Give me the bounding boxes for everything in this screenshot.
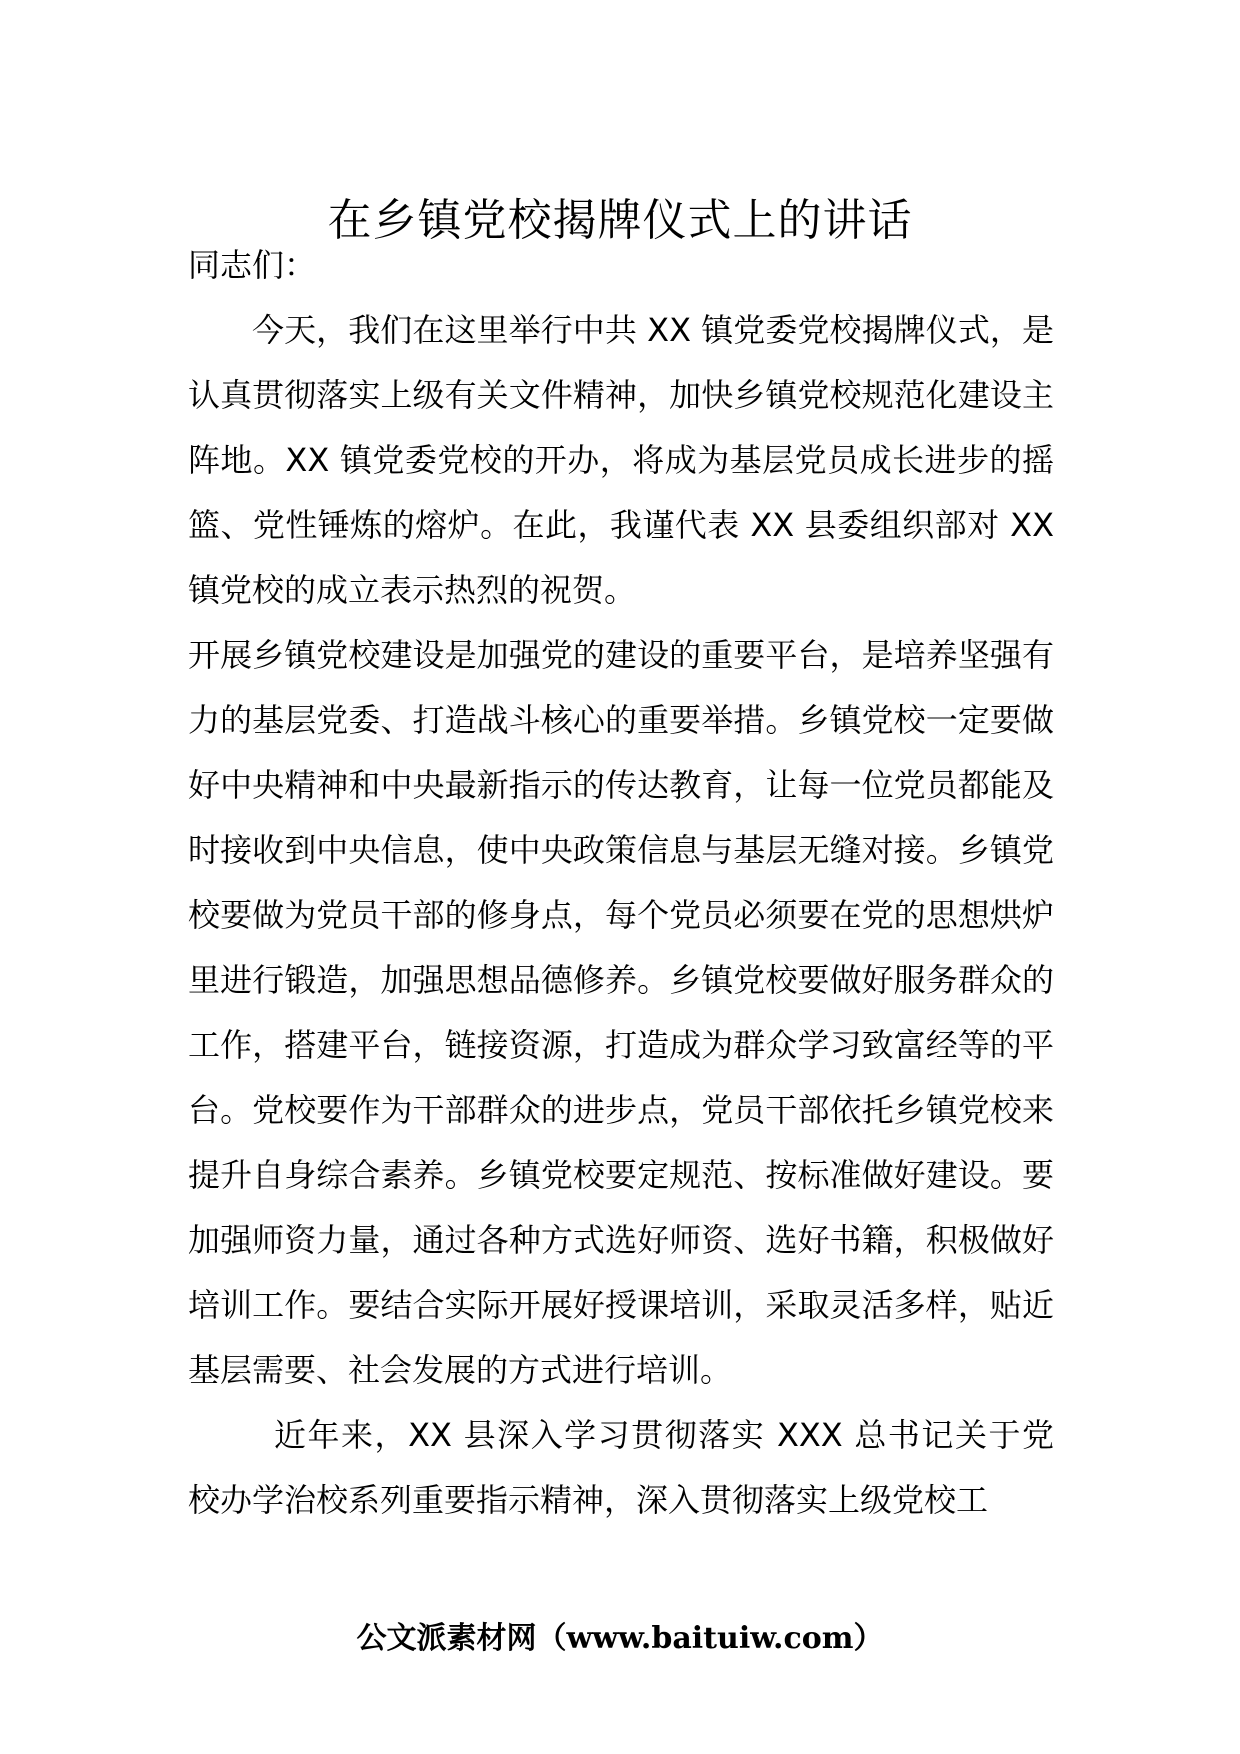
salutation: 同志们： bbox=[188, 246, 317, 284]
document-title: 在乡镇党校揭牌仪式上的讲话 bbox=[327, 195, 913, 247]
paragraph-opening: 今天，我们在这里举行中共 XX 镇党委党校揭牌仪式，是认真贯彻落实上级有关文件精神，加快乡镇党校规范化建设主阵地。XX 镇党委党校的开办，将成为基层党员成长进步的摇篮、党性锤炼的熔炉。在此，我谨代表 XX 县委组织部对 XX 镇党校的成立表示热烈的祝贺。 bbox=[188, 311, 1054, 609]
paragraph-recent-years: 近年来，XX 县深入学习贯彻落实 XXX 总书记关于党校办学治校系列重要指示精神，深入贯彻落实上级党校工 bbox=[188, 1416, 1054, 1519]
paragraph-party-school-construction: 开展乡镇党校建设是加强党的建设的重要平台，是培养坚强有力的基层党委、打造战斗核心的重要举措。乡镇党校一定要做好中央精神和中央最新指示的传达教育，让每一位党员都能及时接收到中央信息，使中央政策信息与基层无缝对接。乡镇党校要做为党员干部的修身点，每个党员必须要在党的思想烘炉里进行锻造，加强思想品德修养。乡镇党校要做好服务群众的工作，搭建平台，链接资源，打造成为群众学习致富经等的平台。党校要作为干部群众的进步点，党员干部依托乡镇党校来提升自身综合素养。乡镇党校要定规范、按标准做好建设。要加强师资力量，通过各种方式选好师资、选好书籍，积极做好培训工作。要结合实际开展好授课培训，采取灵活多样，贴近基层需要、社会发展的方式进行培训。 bbox=[188, 636, 1054, 1389]
document-body bbox=[188, 233, 1054, 1533]
watermark-footer: 公文派素材网（www.baituiw.com） bbox=[356, 1621, 884, 1656]
